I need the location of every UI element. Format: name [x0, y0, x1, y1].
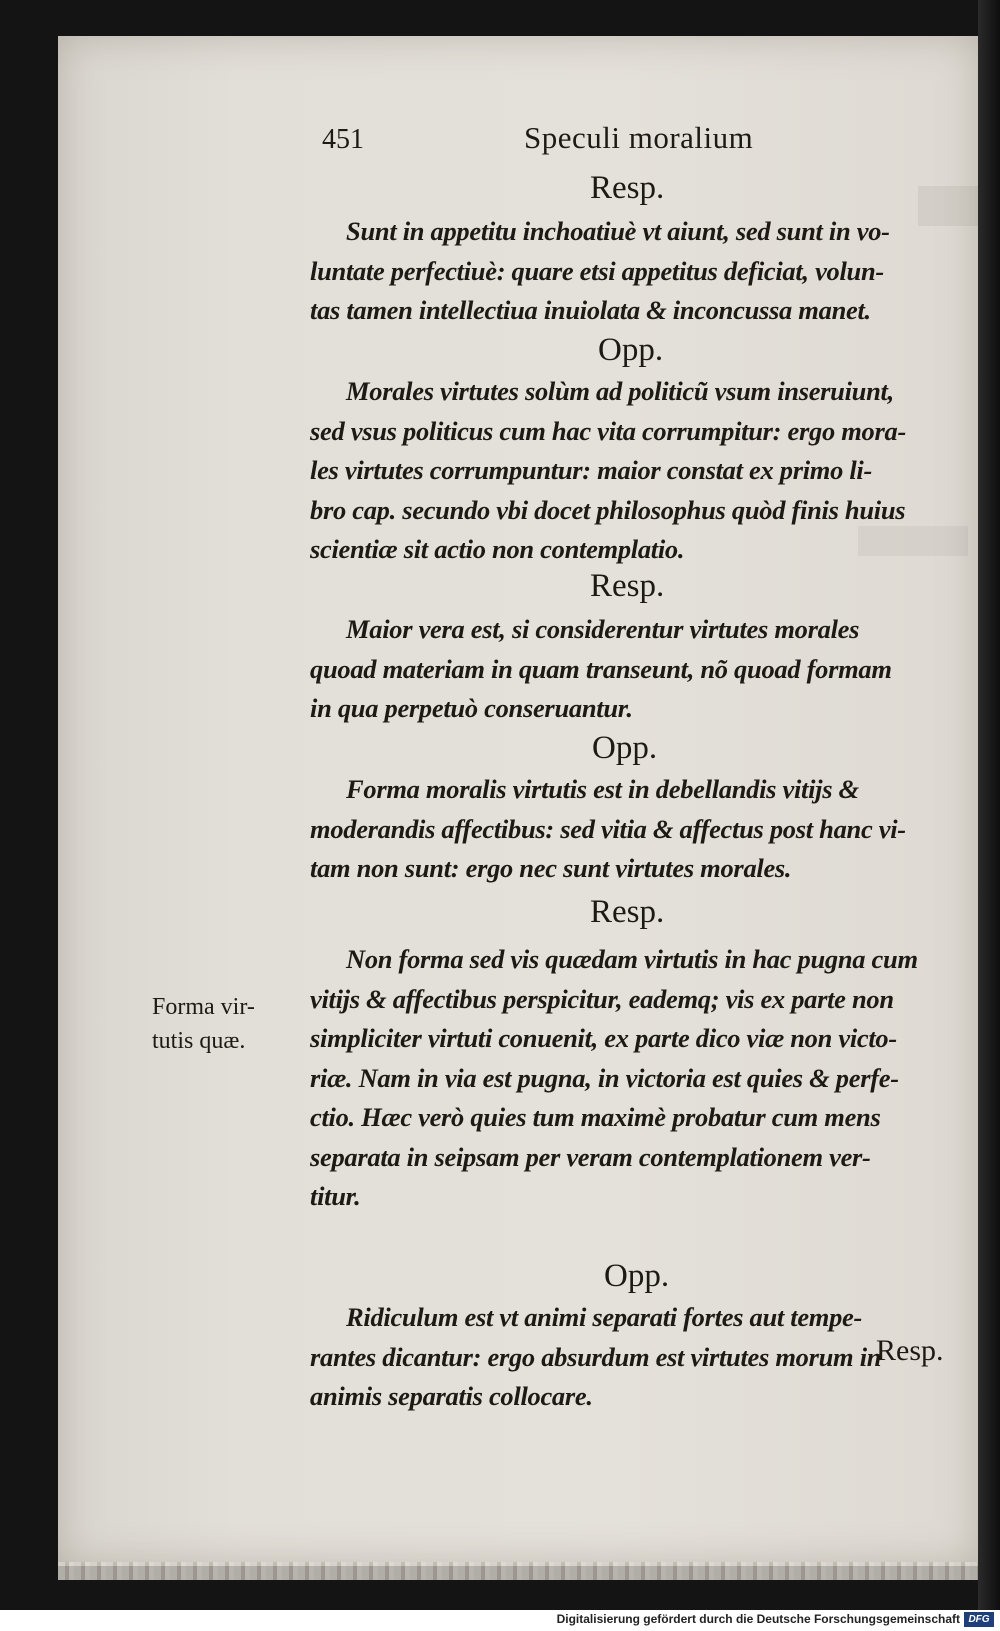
section-heading: Opp.	[592, 730, 658, 766]
text-line: animis separatis collocare.	[310, 1381, 593, 1411]
section-heading: Resp.	[590, 170, 665, 206]
text-line: titur.	[310, 1181, 361, 1211]
section-heading: Resp.	[590, 894, 665, 930]
section-paragraph	[310, 770, 974, 889]
text-line: tas tamen intellectiua inuiolata & inconcussa manet.	[310, 295, 871, 325]
section-heading: Resp.	[590, 568, 665, 604]
text-line: les virtutes corrumpuntur: maior constat ex primo li-	[310, 455, 873, 485]
section-paragraph	[310, 1298, 974, 1417]
text-line: ctio. Hæc verò quies tum maximè probatur cum mens	[310, 1102, 881, 1132]
text-line: Morales virtutes solùm ad politicũ vsum inseruiunt,	[346, 376, 894, 406]
catchword: Resp.	[876, 1334, 944, 1367]
section-paragraph	[310, 212, 974, 331]
text-line: scientiæ sit actio non contemplatio.	[310, 534, 685, 564]
section-paragraph	[310, 372, 974, 570]
section-heading: Opp.	[604, 1258, 670, 1294]
section-heading: Opp.	[598, 332, 664, 368]
text-line: luntate perfectiuè: quare etsi appetitus deficiat, volun-	[310, 255, 884, 286]
page-number: 451	[322, 124, 364, 155]
text-line: simpliciter virtuti conuenit, ex parte dico viæ non victo-	[310, 1023, 897, 1053]
text-line: Maior vera est, si considerentur virtutes morales	[346, 614, 860, 644]
section-paragraph	[310, 610, 974, 729]
text-line: separata in seipsam per veram contemplationem ver-	[310, 1141, 871, 1172]
marginal-line: Forma vir-	[152, 994, 255, 1020]
book-gutter	[978, 0, 1000, 1610]
section-paragraph	[310, 940, 974, 1217]
marginal-line: tutis quæ.	[152, 1028, 246, 1054]
text-line: bro cap. secundo vbi docet philosophus quòd finis huius	[310, 494, 906, 525]
text-line: moderandis affectibus: sed vitia & affectus post hanc vi-	[310, 813, 906, 844]
text-line: Sunt in appetitu inchoatiuè vt aiunt, sed sunt in vo-	[346, 216, 890, 246]
text-line: sed vsus politicus cum hac vita corrumpitur: ergo mora-	[310, 415, 906, 446]
dfg-logo: DFG	[964, 1612, 994, 1627]
running-head: Speculi moralium	[524, 120, 754, 155]
text-line: Ridiculum est vt animi separati fortes aut tempe-	[346, 1302, 863, 1332]
text-line: tam non sunt: ergo nec sunt virtutes morales.	[310, 853, 792, 883]
digitization-footer	[0, 1610, 1000, 1631]
text-line: quoad materiam in quam transeunt, nõ quoad formam	[310, 653, 892, 684]
funding-credit: Digitalisierung gefördert durch die Deutsche Forschungsgemeinschaft	[556, 1612, 960, 1626]
text-line: Forma moralis virtutis est in debellandis vitijs &	[346, 774, 859, 804]
text-line: vitijs & affectibus perspicitur, eademq; vis ex parte non	[310, 983, 894, 1014]
text-line: riæ. Nam in via est pugna, in victoria est quies & perfe-	[310, 1062, 899, 1093]
text-line: rantes dicantur: ergo absurdum est virtutes morum in	[310, 1341, 882, 1372]
text-line: Non forma sed vis quædam virtutis in hac pugna cum	[346, 944, 918, 974]
text-line: in qua perpetuò conseruantur.	[310, 693, 633, 723]
marginal-note	[152, 990, 255, 1058]
